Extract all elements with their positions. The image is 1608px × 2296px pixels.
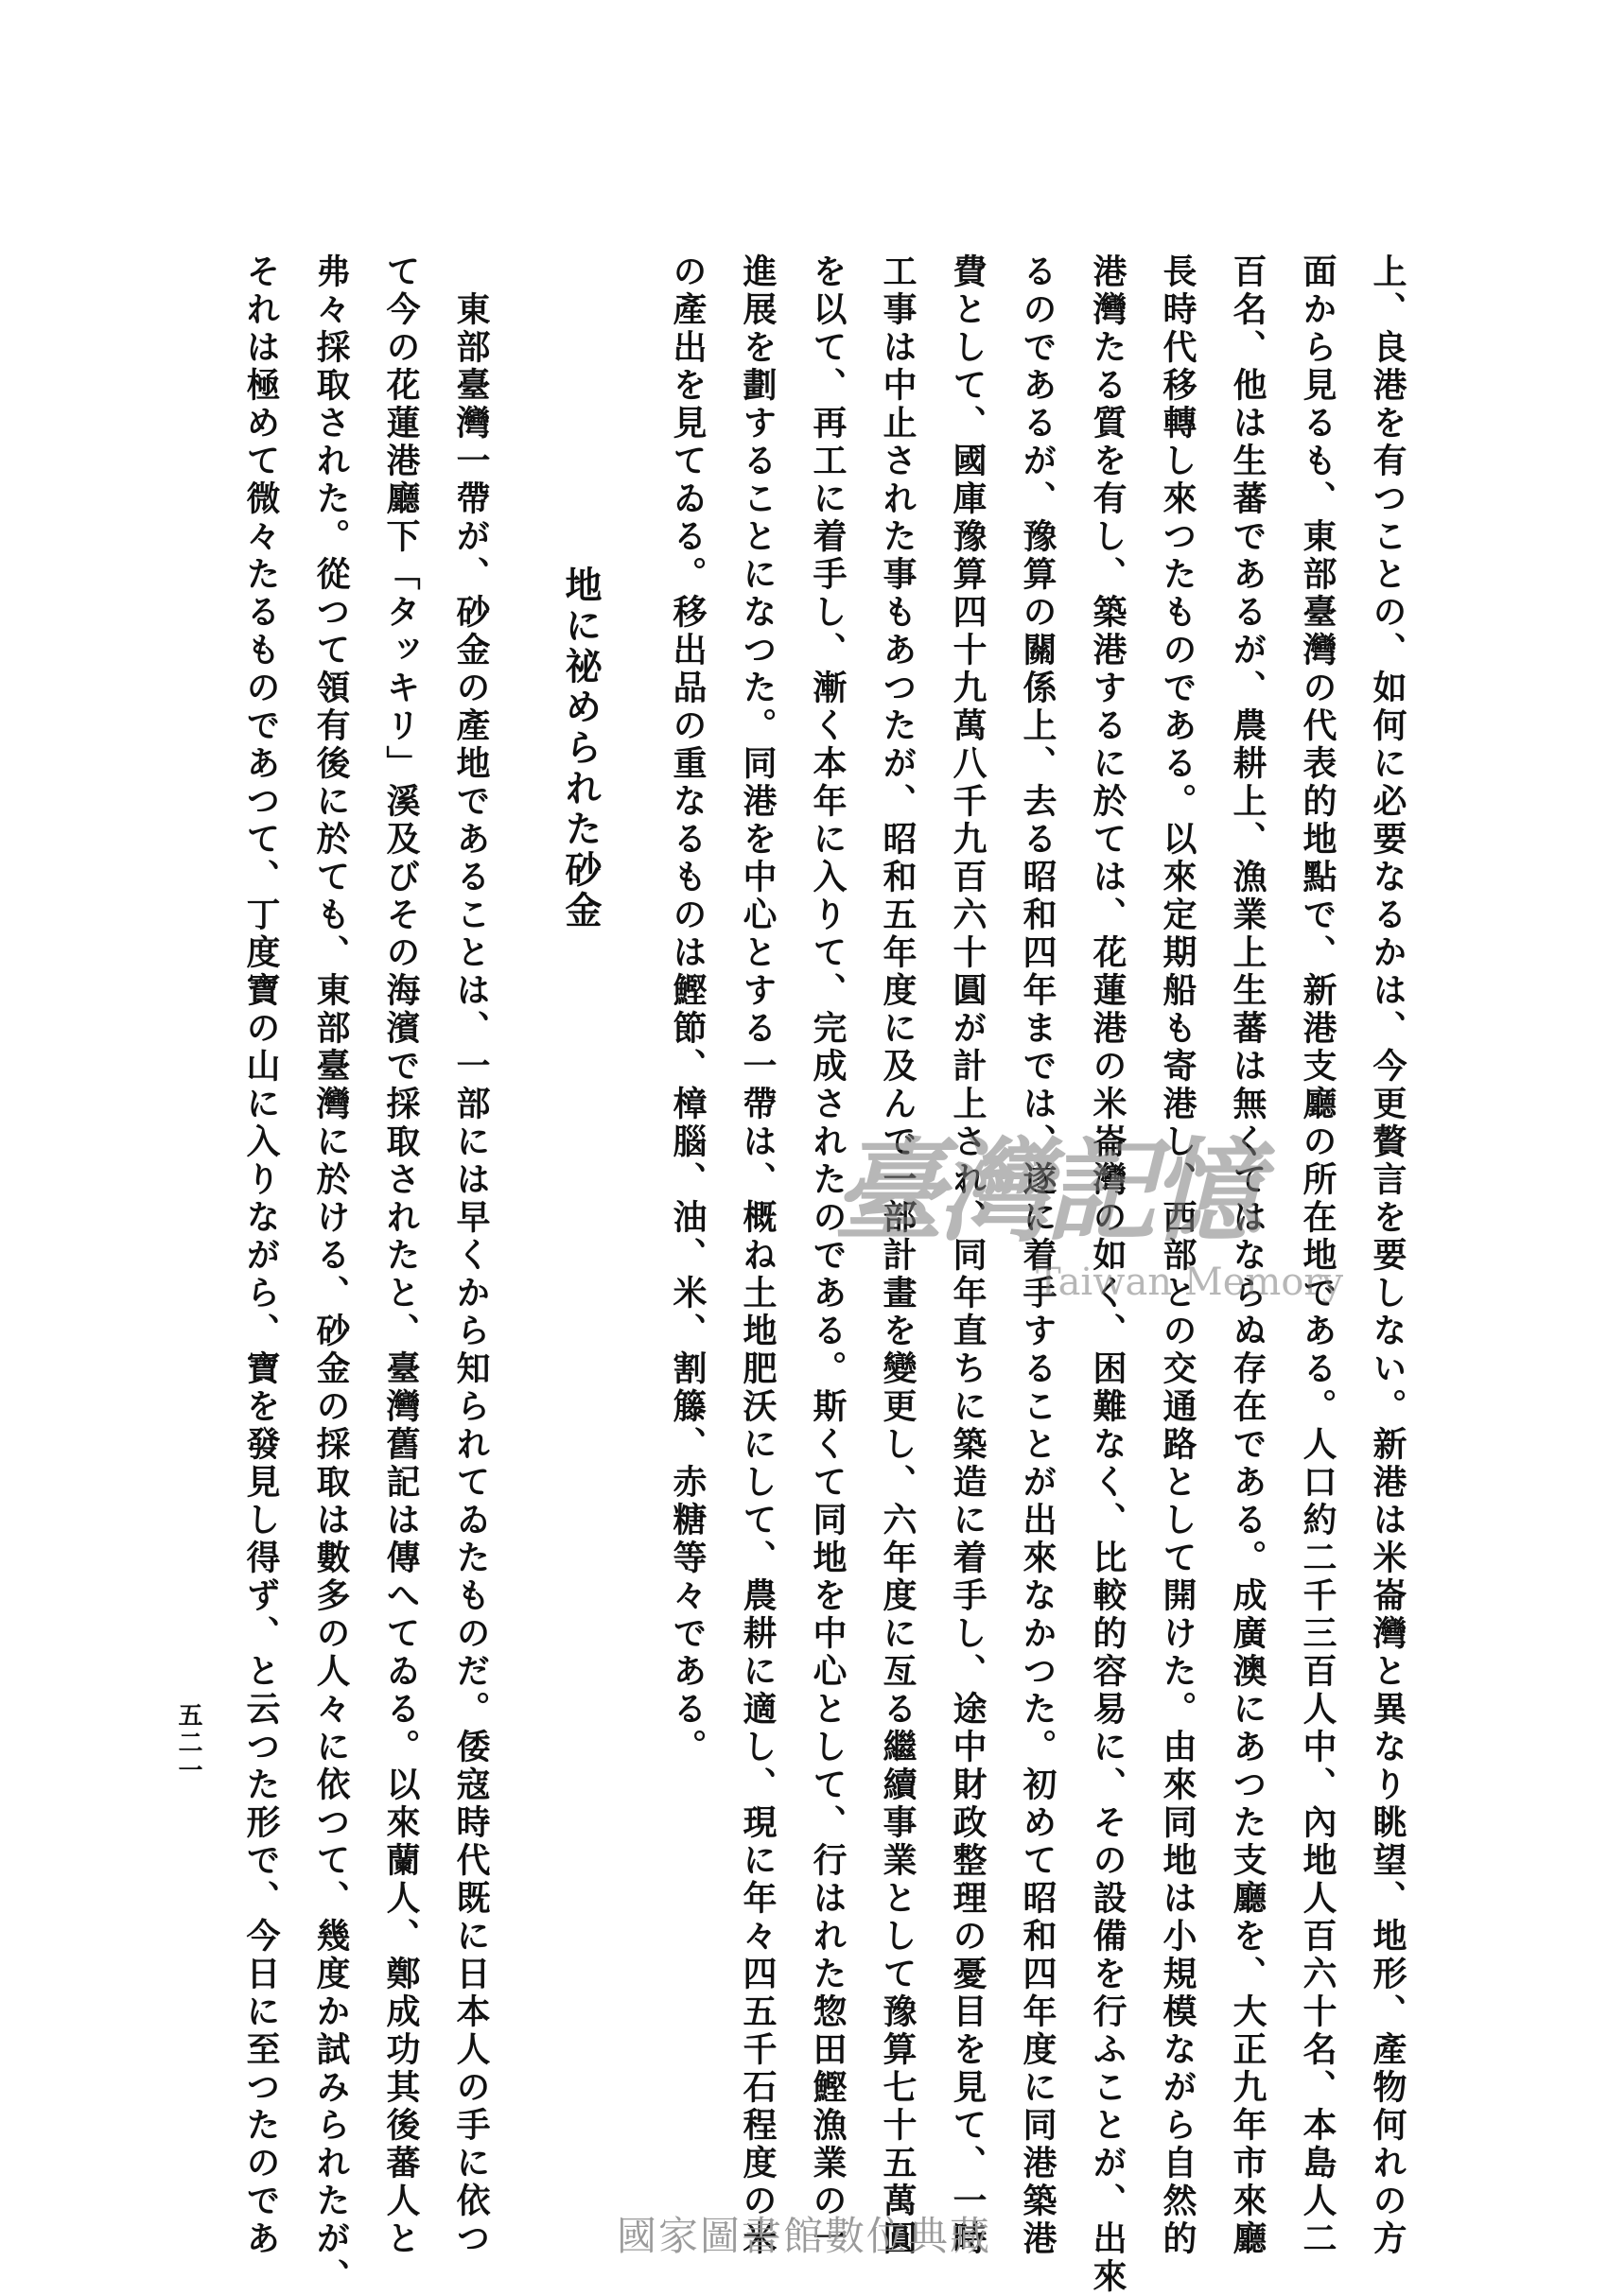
text-column: 弗々採取された。從つて領有後に於ても、東部臺灣に於ける、砂金の採取は數多の人々に依つて、幾度か試みられたが、 [311, 253, 351, 2296]
text-column: 費として、國庫豫算四十九萬八千九百六十圓が計上され、同年直ちに築造に着手し、途中財政整理の憂目を見て、一時 [948, 253, 988, 2258]
text-column: 港灣たる質を有し、築港するに於ては、花蓮港の米崙灣の如く、困難なく、比較的容易に、その設備を行ふことが、出來 [1088, 253, 1127, 2296]
footer-source-label: 國家圖書館數位典藏 [616, 2213, 991, 2259]
text-column: 東部臺灣一帶が、砂金の產地であることは、一部には早くから知られてゐたものだ。倭寇時代既に日本人の手に依つ [451, 253, 491, 2258]
text-column: 上、良港を有つことの、如何に必要なるかは、今更贅言を要しない。新港は米崙灣と異なり眺望、地形、產物何れの方 [1368, 253, 1407, 2258]
page-number: 五二一 [174, 1702, 202, 1784]
text-column: を以て、再工に着手し、漸く本年に入りて、完成されたのである。斯くて同地を中心として、行はれた惣田鰹漁業の一 [808, 253, 848, 2258]
watermark-english: Taiwan Memory [1036, 1261, 1344, 1304]
text-column: の產出を見てゐる。移出品の重なるものは鰹節、樟腦、油、米、割籐、赤糖等々である。 [668, 253, 708, 1766]
text-column: 長時代移轉し來つたものである。以來定期船も寄港し、西部との交通路として開けた。由來同地は小規模ながら自然的 [1158, 253, 1197, 2258]
text-column: それは極めて微々たるものであつて、丁度寶の山に入りながら、寶を發見し得ず、と云つた形で、今日に至つたのであ [241, 253, 281, 2258]
text-column: るのであるが、豫算の關係上、去る昭和四年までは、遂に着手することが出來なかつた。初めて昭和四年度に同港築港 [1018, 253, 1057, 2258]
section-heading: 地に祕められた砂金 [559, 565, 603, 931]
text-column: 面から見るも、東部臺灣の代表的地點で、新港支廳の所在地である。人口約二千三百人中、內地人百六十名、本島人二 [1298, 253, 1337, 2258]
watermark-chinese: 臺灣記憶 [832, 1125, 1257, 1257]
text-column: 進展を劃することになつた。同港を中心とする一帶は、概ね土地肥沃にして、農耕に適し、現に年々四五千石程度の米 [738, 253, 778, 2258]
text-column: 百名、他は生蕃であるが、農耕上、漁業上生蕃は無くてはならぬ存在である。成廣澳にあつた支廳を、大正九年市來廳 [1228, 253, 1267, 2258]
text-column: て今の花蓮港廳下「タッキリ」溪及びその海濱で採取されたと、臺灣舊記は傳へてゐる。以來蘭人、鄭成功其後蕃人と [381, 253, 421, 2258]
text-column: 工事は中止された事もあつたが、昭和五年度に及んで一部計畫を變更し、六年度に亙る繼續事業として豫算七十五萬圓 [878, 253, 918, 2258]
